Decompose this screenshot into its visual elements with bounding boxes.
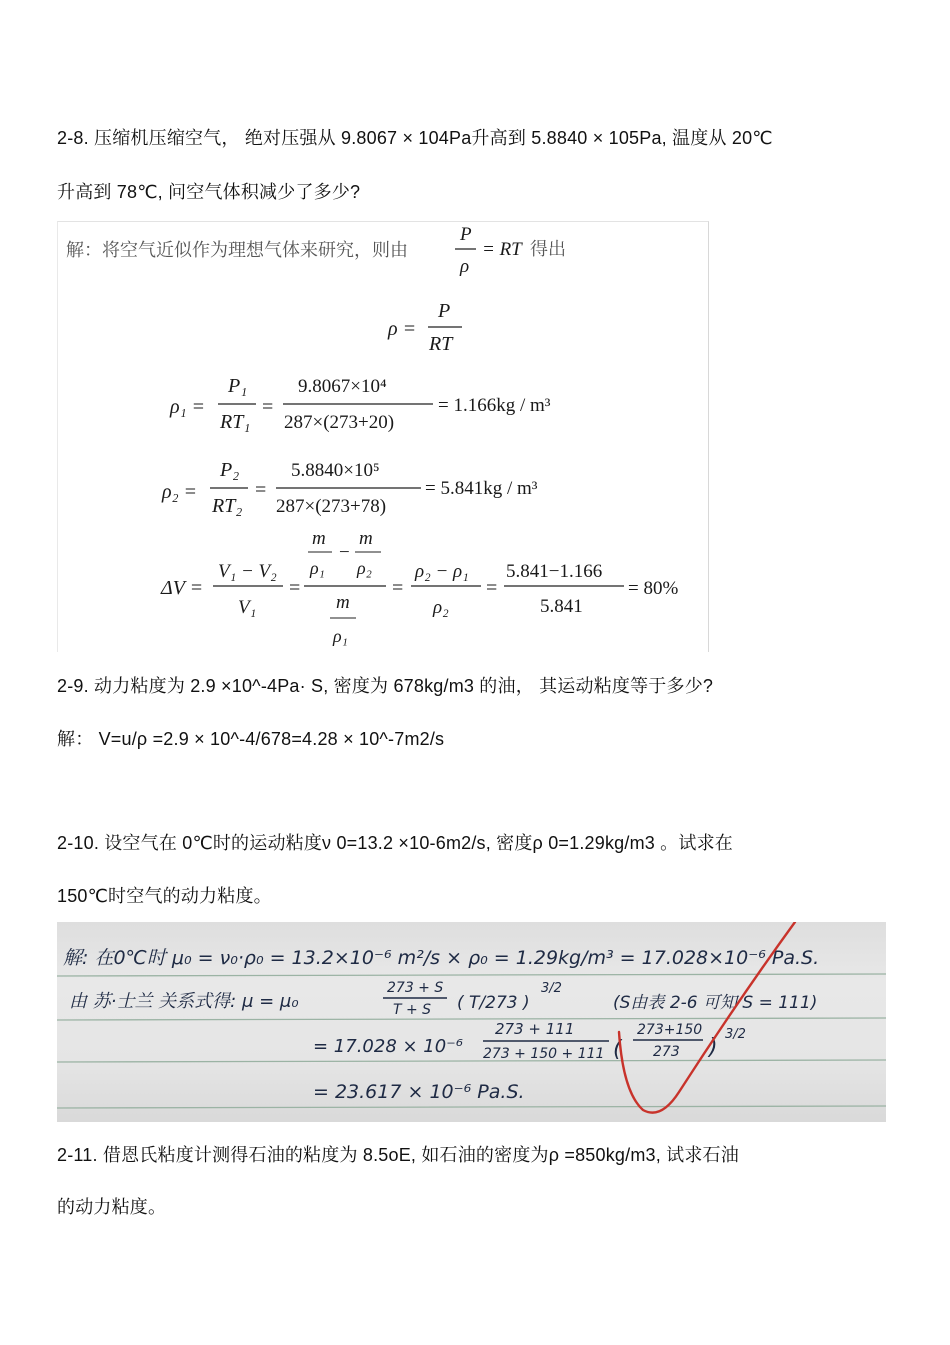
svg-text:=: =: [262, 396, 274, 418]
dv-num2b: m: [359, 528, 373, 549]
hand-line2-lead: 由 苏·士兰 关系式得: μ = μ₀: [69, 991, 299, 1012]
sol-intro-frac-num: P: [460, 224, 472, 245]
dv-den1: V₁: [238, 597, 257, 618]
solution-2-8-image: [57, 221, 709, 652]
hand-line1: 解: 在0℃时 μ₀ = ν₀·ρ₀ = 13.2×10⁻⁶ m²/s × ρ₀ = 1.29kg/m³ = 17.028×10⁻⁶ Pa.S.: [63, 947, 820, 969]
sol-intro-tail: 得出: [530, 239, 566, 260]
hand-line3-exp: 3/2: [725, 1027, 746, 1042]
dv-den2a: ρ₁: [310, 558, 325, 578]
rho2-result: = 5.841kg / m³: [425, 478, 538, 499]
rho-lhs: ρ =: [388, 318, 417, 340]
dv-result: = 80%: [628, 578, 679, 599]
sol-intro: 解：将空气近似作为理想气体来研究，则由: [66, 240, 408, 261]
hand-line2-note: (S由表 2-6 可知 S = 111): [613, 993, 818, 1013]
svg-text:=: =: [289, 577, 301, 599]
dv-den2b: ρ₂: [357, 558, 372, 578]
dv-den3: ρ₂: [433, 597, 449, 618]
rho1-den1: RT₁: [220, 411, 251, 433]
problem-2-8-line1: 2-8. 压缩机压缩空气， 绝对压强从 9.8067 × 104Pa升高到 5.8840 × 105Pa, 温度从 20℃: [57, 128, 773, 148]
rho1-result: = 1.166kg / m³: [438, 395, 551, 416]
svg-text:): ): [709, 1035, 718, 1060]
hand-line3-pnum: 273+150: [637, 1022, 703, 1038]
problem-2-8-line2: 升高到 78℃, 问空气体积减少了多少?: [57, 182, 361, 202]
dv-den2c: m: [336, 592, 350, 613]
hand-line3-lead: = 17.028 × 10⁻⁶: [313, 1036, 463, 1057]
hand-line3-den: 273 + 150 + 111: [483, 1046, 605, 1062]
sol-intro-frac-den: ρ: [460, 256, 470, 277]
rho2-den1: RT₂: [212, 495, 243, 517]
rho-num: P: [438, 300, 451, 322]
dv-den2d: ρ₁: [333, 626, 348, 646]
solution-2-8-equations: [58, 222, 708, 652]
dv-den4: 5.841: [540, 596, 583, 617]
problem-2-10-line2: 150℃时空气的动力粘度。: [57, 886, 272, 906]
problem-2-9-answer: 解： V=u/ρ =2.9 × 10^-4/678=4.28 × 10^-7m2/s: [57, 729, 445, 749]
hand-line2-den: T + S: [393, 1002, 432, 1018]
problem-2-11-line2: 的动力粘度。: [57, 1197, 167, 1217]
dv-num3: ρ₂ − ρ₁: [415, 561, 469, 582]
hand-line2-num: 273 + S: [387, 980, 444, 996]
svg-text:(: (: [613, 1037, 622, 1062]
svg-text:−: −: [339, 542, 350, 563]
dv-lhs: ΔV =: [161, 577, 204, 599]
svg-text:=: =: [255, 479, 267, 501]
solution-2-10-photo: [57, 922, 886, 1122]
rho-den: RT: [429, 333, 453, 355]
rho2-num2: 5.8840×10⁵: [291, 460, 380, 481]
hand-line4: = 23.617 × 10⁻⁶ Pa.S.: [313, 1081, 525, 1103]
rho1-num2: 9.8067×10⁴: [298, 376, 387, 397]
sol-intro-rhs: = RT: [482, 239, 522, 260]
dv-num2a: m: [312, 528, 326, 549]
handwritten-solution: [57, 922, 886, 1122]
problem-2-9-question: 2-9. 动力粘度为 2.9 ×10^-4Pa· S, 密度为 678kg/m3 的油， 其运动粘度等于多少?: [57, 676, 714, 696]
dv-num4: 5.841−1.166: [506, 561, 603, 582]
rho2-den2: 287×(273+78): [276, 496, 387, 517]
rho1-den2: 287×(273+20): [284, 412, 395, 433]
hand-line2-paren: ( T/273 ): [457, 993, 530, 1013]
rho2-lhs: ρ₂ =: [162, 481, 198, 503]
hand-line3-pden: 273: [653, 1044, 680, 1060]
problem-2-11-line1: 2-11. 借恩氏粘度计测得石油的粘度为 8.5oE, 如石油的密度为ρ =850kg/m3, 试求石油: [57, 1145, 739, 1165]
rho1-num1: P₁: [228, 375, 248, 397]
hand-line3-num: 273 + 111: [495, 1020, 575, 1038]
rho1-lhs: ρ₁ =: [170, 396, 206, 418]
problem-2-10-line1: 2-10. 设空气在 0℃时的运动粘度ν 0=13.2 ×10-6m2/s, 密度ρ 0=1.29kg/m3 。试求在: [57, 833, 733, 853]
svg-text:=: =: [392, 577, 404, 599]
svg-text:=: =: [486, 577, 498, 599]
dv-num1: V₁ − V₂: [218, 561, 277, 582]
rho2-num1: P₂: [220, 459, 240, 481]
hand-line2-exp: 3/2: [541, 981, 562, 996]
